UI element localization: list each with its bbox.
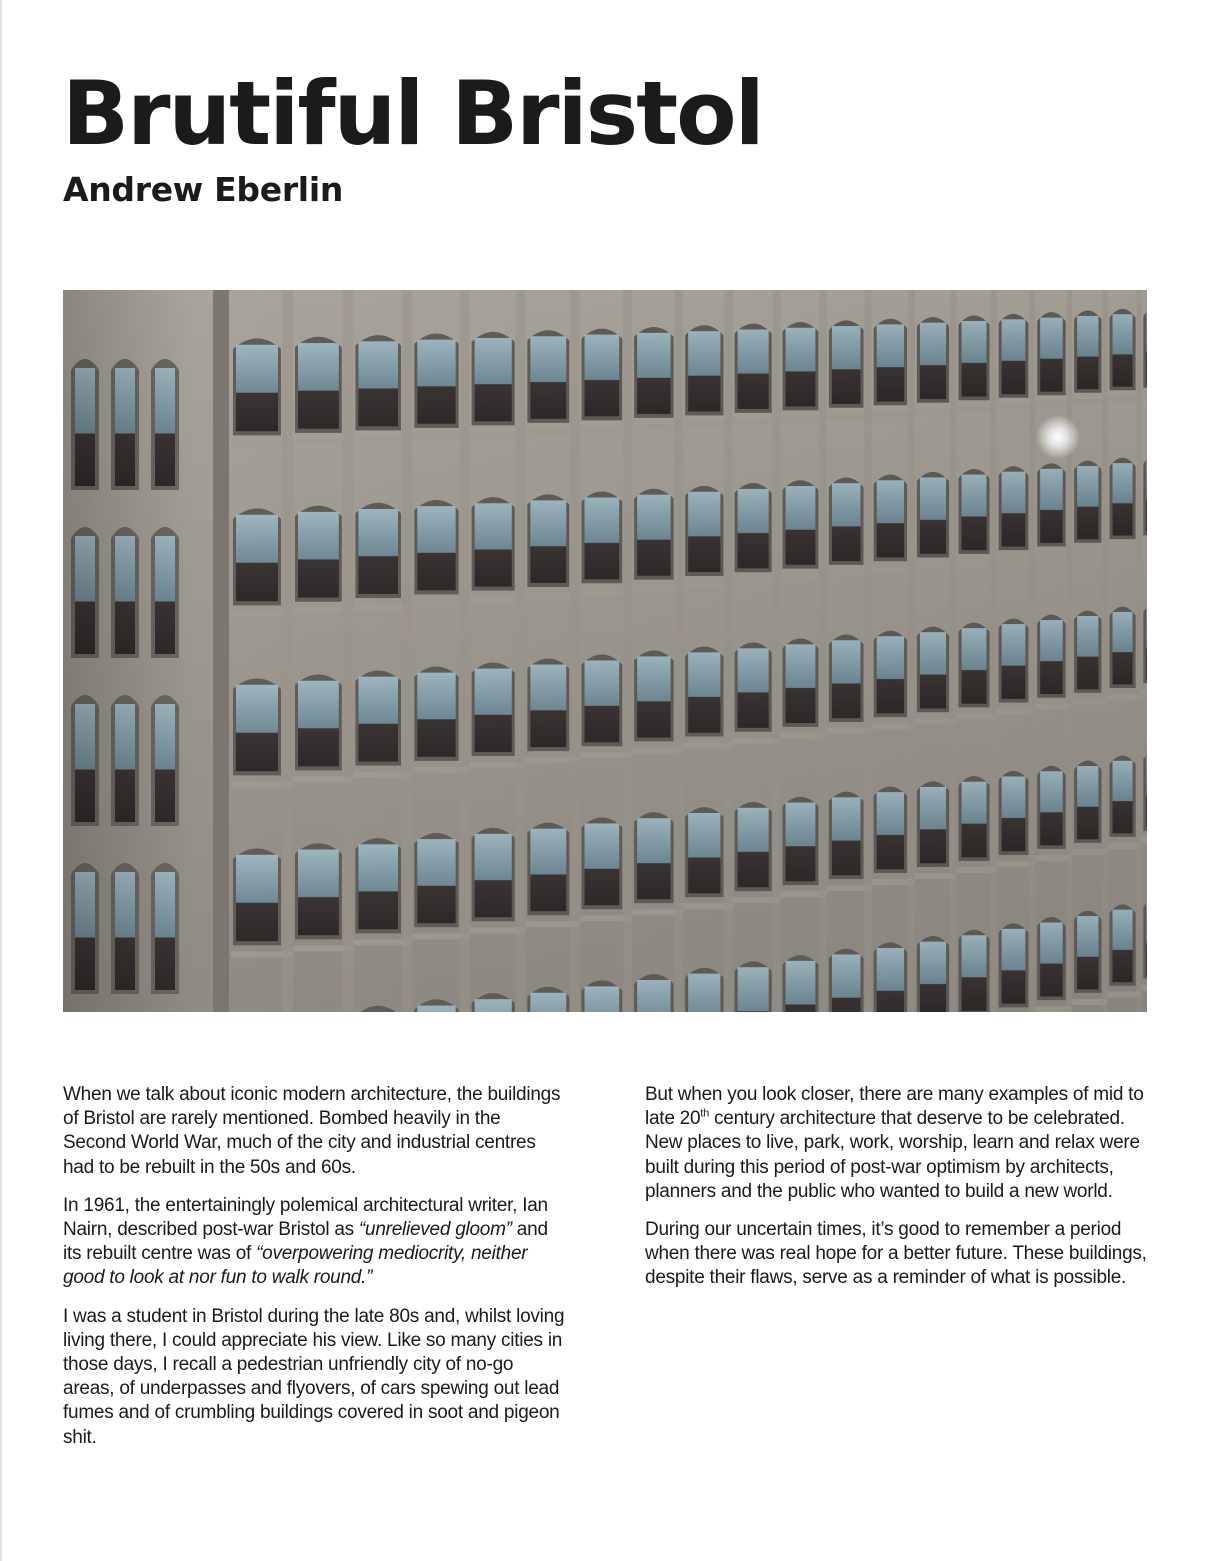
page-edge (0, 0, 2, 1561)
paragraph-quote (63, 1194, 568, 1291)
article-column-right (645, 1083, 1150, 1305)
quote-text: “overpowering mediocrity, neither good to look at nor fun to walk round.” (63, 1243, 528, 1289)
paragraph: I was a student in Bristol during the late 80s and, whilst loving living there, I could appreciate his view. Like so many cities in those days, I recall a pedestrian unfriendly city of no-go areas, of underpasses and flyovers, of cars spewing out lead fumes and of crumbling buildings covered in soot and pigeon shit. (63, 1305, 565, 1448)
article-column-left (63, 1083, 568, 1464)
quote-text: “unrelieved gloom” (358, 1219, 512, 1241)
paragraph: During our uncertain times, it’s good to remember a period when there was real hope for a better future. These buildings, despite their flaws, serve as a reminder of what is possible. (645, 1219, 1147, 1289)
paragraph: When we talk about iconic modern architecture, the buildings of Bristol are rarely mentioned. Bombed heavily in the Second World War, much of the city and industrial centres had to be rebuilt in the 50s and 60s. (63, 1084, 561, 1178)
superscript: th (700, 1107, 709, 1120)
paragraph-text: In 1961, the entertainingly polemical architectural writer, Ian Nairn, described post-war Bristol as (63, 1194, 548, 1241)
sun-glint (1036, 415, 1080, 459)
author-name: Andrew Eberlin (63, 170, 344, 209)
article-title: Brutiful Bristol (62, 62, 763, 165)
paragraph-text: and its rebuilt centre was of (63, 1219, 548, 1265)
building-facade-photo (63, 290, 1147, 1012)
paragraph-text: century architecture that deserve to be celebrated. New places to live, park, work, worship, learn and relax were built during this period of post-war optimism by architects, planners and the public who wanted to build a new world. (645, 1108, 1140, 1202)
paragraph (645, 1083, 1150, 1204)
paragraph-text: But when you look closer, there are many examples of mid to late 20 (645, 1084, 1144, 1130)
facade-illustration (63, 290, 1147, 1012)
